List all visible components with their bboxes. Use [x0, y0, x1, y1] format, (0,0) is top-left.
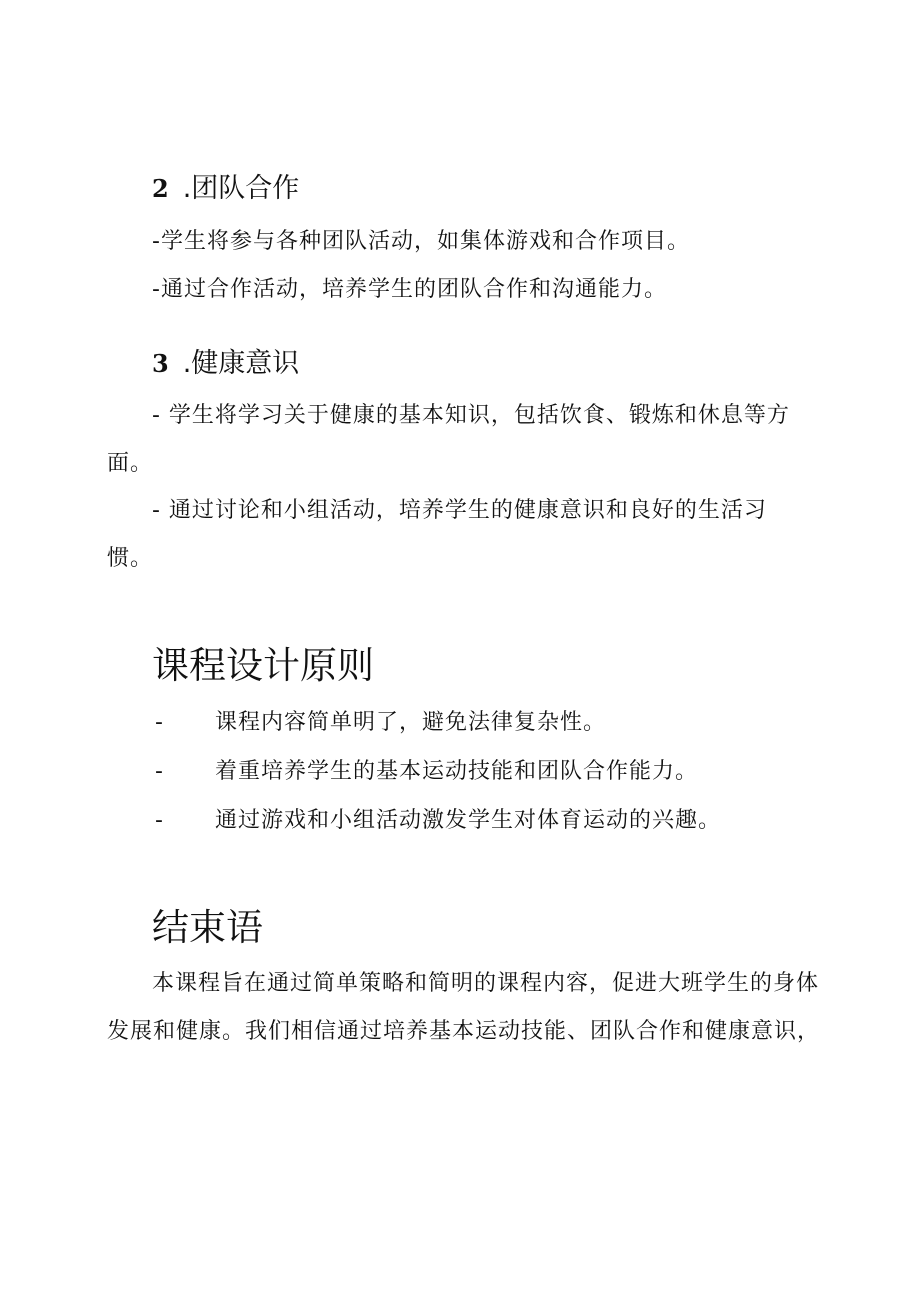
- principles-item-text: 课程内容简单明了，避免法律复杂性。: [215, 710, 607, 735]
- section-team-heading: [152, 175, 299, 202]
- principles-heading: 课程设计原则: [152, 644, 374, 687]
- conclusion-line-2: 发展和健康。我们相信通过培养基本运动技能、团队合作和健康意识，: [107, 1019, 821, 1044]
- principles-item-text: 通过游戏和小组活动激发学生对体育运动的兴趣。: [215, 808, 722, 833]
- section-team-line-1: -学生将参与各种团队活动，如集体游戏和合作项目。: [152, 229, 690, 254]
- principles-item-text: 着重培养学生的基本运动技能和团队合作能力。: [215, 759, 699, 784]
- section-health-line-3: - 通过讨论和小组活动，培养学生的健康意识和良好的生活习: [152, 498, 767, 523]
- section-team-line-2: -通过合作活动，培养学生的团队合作和沟通能力。: [152, 277, 667, 302]
- list-dash: -: [155, 710, 163, 735]
- list-dash: -: [155, 808, 163, 833]
- section-health-number: 3: [152, 349, 169, 378]
- conclusion-heading: 结束语: [152, 906, 263, 949]
- section-health-line-2: 面。: [107, 451, 154, 476]
- conclusion-line-1: 本课程旨在通过简单策略和简明的课程内容，促进大班学生的身体: [152, 971, 820, 996]
- section-health-line-4: 惯。: [107, 546, 154, 571]
- list-dash: -: [155, 759, 163, 784]
- section-team-number: 2: [152, 174, 169, 203]
- section-health-title: .健康意识: [182, 348, 300, 379]
- section-team-title: .团队合作: [182, 173, 300, 204]
- section-health-line-1: - 学生将学习关于健康的基本知识，包括饮食、锻炼和休息等方: [152, 403, 790, 428]
- section-health-heading: [152, 350, 299, 377]
